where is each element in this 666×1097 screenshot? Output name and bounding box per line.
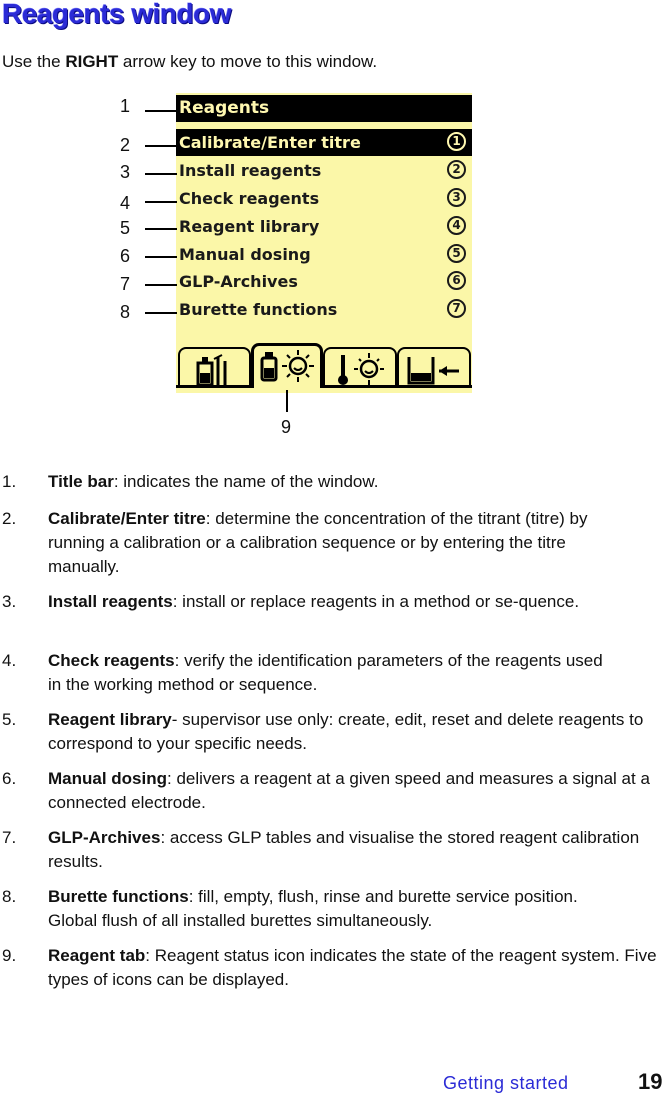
list-item-number: 8. bbox=[2, 887, 17, 906]
callout-8: 8 bbox=[120, 302, 131, 322]
screen-tab-bar bbox=[176, 343, 472, 393]
leader-line bbox=[145, 284, 177, 286]
list-item-body bbox=[48, 826, 662, 874]
reagent-tab[interactable] bbox=[251, 343, 323, 388]
intro-suffix: arrow key to move to this window. bbox=[118, 52, 378, 71]
list-item-term: Reagent tab bbox=[48, 946, 146, 965]
callout-2: 2 bbox=[120, 135, 131, 155]
menu-item-label: Reagent library bbox=[179, 217, 320, 236]
list-item-number: 4. bbox=[2, 651, 17, 670]
list-item-text: : verify the identification parameters of the reagents used in the working method or sequence. bbox=[48, 651, 603, 694]
list-item-term: Reagent library bbox=[48, 710, 172, 729]
callout-1: 1 bbox=[120, 96, 131, 116]
callout-7: 7 bbox=[120, 274, 131, 294]
list-item-text: : access GLP tables and visualise the stored reagent calibration results. bbox=[48, 828, 640, 871]
flask-probe-icon bbox=[180, 349, 250, 389]
beaker-arrow-icon bbox=[399, 349, 469, 389]
list-item-text: : Reagent status icon indicates the state of the reagent system. Five types of icons can be displayed. bbox=[48, 946, 657, 989]
list-item-text: : install or replace reagents in a method or se-quence. bbox=[172, 592, 580, 611]
list-item-number: 5. bbox=[2, 710, 17, 729]
list-item-number: 6. bbox=[2, 769, 17, 788]
menu-item-label: Burette functions bbox=[179, 300, 338, 319]
footer-section-title: Getting started bbox=[443, 1073, 569, 1093]
menu-item-label: Calibrate/Enter titre bbox=[179, 133, 361, 152]
list-item-text: - supervisor use only: create, edit, reset and delete reagents to correspond to your specific needs. bbox=[48, 710, 644, 753]
list-item-number: 3. bbox=[2, 592, 17, 611]
list-item-term: Check reagents bbox=[48, 651, 175, 670]
circled-number-icon: 7 bbox=[447, 299, 466, 318]
bottle-sun-icon bbox=[254, 346, 322, 388]
list-item-body bbox=[48, 885, 608, 933]
list-item-term: Install reagents bbox=[48, 592, 173, 611]
menu-item-check-reagents[interactable] bbox=[176, 185, 472, 212]
list-item-text: : delivers a reagent at a given speed and measures a signal at a connected electrode. bbox=[48, 769, 650, 812]
callout-9: 9 bbox=[281, 417, 292, 437]
intro-text bbox=[2, 52, 377, 72]
list-item-number: 7. bbox=[2, 828, 17, 847]
callout-6: 6 bbox=[120, 246, 131, 266]
page-heading: Reagents window bbox=[2, 0, 231, 29]
list-item-text: : indicates the name of the window. bbox=[113, 472, 379, 491]
list-item-body bbox=[48, 767, 662, 815]
list-item-term: Manual dosing bbox=[48, 769, 167, 788]
menu-item-manual-dosing[interactable] bbox=[176, 241, 472, 268]
circled-number-icon: 5 bbox=[447, 244, 466, 263]
menu-item-label: Install reagents bbox=[179, 161, 322, 180]
method-tab[interactable] bbox=[178, 347, 251, 387]
circled-number-icon: 4 bbox=[447, 216, 466, 235]
list-item-term: Title bar bbox=[48, 472, 114, 491]
leader-line bbox=[145, 312, 177, 314]
list-item-number: 1. bbox=[2, 472, 17, 491]
menu-item-burette-functions[interactable] bbox=[176, 296, 472, 323]
circled-number-icon: 6 bbox=[447, 271, 466, 290]
intro-prefix: Use the bbox=[2, 52, 66, 71]
list-item-body bbox=[48, 507, 618, 579]
menu-item-calibrate[interactable] bbox=[176, 129, 472, 156]
leader-line bbox=[145, 201, 177, 203]
circled-number-icon: 3 bbox=[447, 188, 466, 207]
menu-item-reagent-library[interactable] bbox=[176, 213, 472, 240]
circled-number-icon: 1 bbox=[447, 132, 466, 151]
reagents-screen bbox=[176, 93, 472, 393]
circled-number-icon: 2 bbox=[447, 160, 466, 179]
leader-line-vertical bbox=[286, 390, 288, 412]
callout-5: 5 bbox=[120, 218, 131, 238]
menu-item-install-reagents[interactable] bbox=[176, 157, 472, 184]
list-item-body bbox=[48, 649, 608, 697]
menu-item-label: Check reagents bbox=[179, 189, 320, 208]
list-item-text: : determine the concentration of the titrant (titre) by running a calibration or a calibration sequence or by entering the titre manually. bbox=[48, 509, 588, 576]
list-item-body bbox=[48, 944, 662, 992]
intro-key: RIGHT bbox=[65, 52, 119, 71]
footer-page-number: 19 bbox=[638, 1069, 663, 1094]
list-item-body bbox=[48, 590, 618, 614]
list-item-body bbox=[48, 470, 662, 494]
leader-line bbox=[145, 110, 177, 112]
thermometer-sun-icon bbox=[325, 349, 395, 389]
burette-tab[interactable] bbox=[397, 347, 471, 387]
leader-line bbox=[145, 256, 177, 258]
list-item-term: Burette functions bbox=[48, 887, 189, 906]
list-item-term: GLP-Archives bbox=[48, 828, 161, 847]
leader-line bbox=[145, 145, 177, 147]
tab-bar-baseline bbox=[176, 385, 472, 388]
menu-item-glp-archives[interactable] bbox=[176, 268, 472, 295]
callout-3: 3 bbox=[120, 162, 131, 182]
electrode-tab[interactable] bbox=[323, 347, 397, 387]
callout-4: 4 bbox=[120, 193, 131, 213]
menu-item-label: Manual dosing bbox=[179, 245, 311, 264]
leader-line bbox=[145, 173, 177, 175]
leader-line bbox=[145, 228, 177, 230]
list-item-text: : fill, empty, flush, rinse and burette service position. Global flush of all installed burettes simultaneously. bbox=[48, 887, 578, 930]
screen-title-bar: Reagents bbox=[176, 95, 472, 122]
list-item-number: 2. bbox=[2, 509, 17, 528]
list-item-term: Calibrate/Enter titre bbox=[48, 509, 206, 528]
list-item-number: 9. bbox=[2, 946, 17, 965]
list-item-body bbox=[48, 708, 662, 756]
menu-item-label: GLP-Archives bbox=[179, 272, 298, 291]
